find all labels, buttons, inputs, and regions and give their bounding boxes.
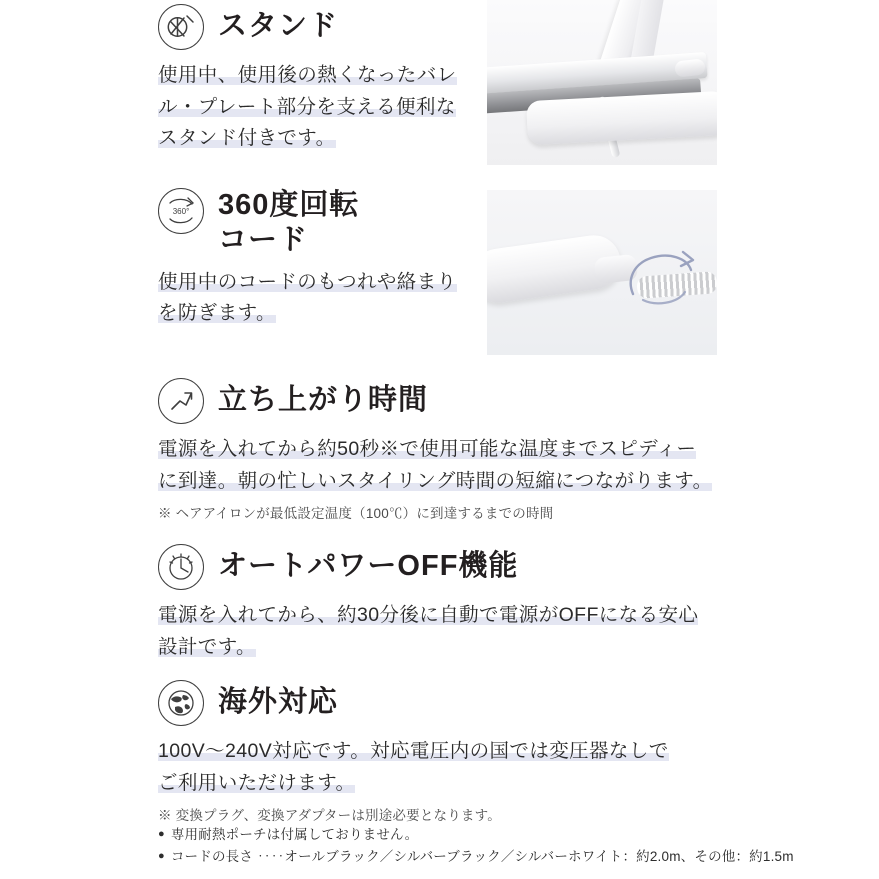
feature-stand bbox=[158, 4, 470, 155]
feature-header bbox=[158, 680, 748, 726]
feature-note: ※ ヘアアイロンが最低設定温度（100℃）に到達するまでの時間 bbox=[158, 506, 554, 522]
footer-bullet bbox=[158, 824, 858, 846]
feature-header bbox=[158, 188, 478, 259]
feature-title: 海外対応 bbox=[218, 686, 339, 719]
rotating-cord-photo bbox=[487, 190, 717, 355]
feature-title: スタンド bbox=[218, 10, 339, 43]
stand-icon bbox=[158, 4, 204, 50]
360-rotation-icon bbox=[158, 188, 204, 234]
feature-auto-power-off bbox=[158, 544, 748, 663]
bullet-text: 専用耐熱ポーチは付属しておりません。 bbox=[170, 827, 419, 842]
feature-heat-up-time bbox=[158, 378, 748, 524]
footer-bullet bbox=[158, 846, 858, 868]
feature-header bbox=[158, 4, 470, 50]
body-line: 設計です。 bbox=[158, 635, 256, 658]
feature-rotating-cord bbox=[158, 188, 478, 330]
body-line: を防ぎます。 bbox=[158, 302, 276, 325]
bullet-dot: ● bbox=[158, 849, 165, 862]
footer-notes bbox=[158, 824, 858, 868]
feature-title-line: コード bbox=[218, 224, 309, 257]
feature-header bbox=[158, 544, 748, 590]
body-line: 100V〜240V対応です。対応電圧内の国では変圧器なしで bbox=[158, 740, 669, 762]
feature-body bbox=[158, 434, 748, 497]
feature-body bbox=[158, 736, 748, 799]
body-line: 使用中、使用後の熱くなったバレ bbox=[158, 64, 457, 86]
bullet-text: コードの長さ ‥‥オールブラック／シルバーブラック／シルバーホワイト：約2.0m、その他：約1.5m bbox=[170, 848, 794, 864]
icon-label: 360° bbox=[172, 207, 190, 216]
feature-body bbox=[158, 60, 470, 155]
feature-overseas-support bbox=[158, 680, 748, 826]
curling-iron-with-stand-photo bbox=[487, 0, 717, 165]
body-line: 電源を入れてから約50秒※で使用可能な温度までスピディー bbox=[158, 438, 697, 460]
feature-body bbox=[158, 267, 478, 330]
feature-title: オートパワーOFF機能 bbox=[218, 550, 519, 583]
rising-arrow-icon bbox=[158, 378, 204, 424]
body-line: ル・プレート部分を支える便利な bbox=[158, 95, 456, 118]
timer-icon bbox=[158, 544, 204, 590]
feature-header bbox=[158, 378, 748, 424]
body-line: 電源を入れてから、約30分後に自動で電源がOFFになる安心 bbox=[158, 604, 699, 626]
body-line: に到達。朝の忙しいスタイリング時間の短縮につながります。 bbox=[158, 469, 713, 492]
rotation-arrow-icon bbox=[625, 236, 717, 308]
body-line: 使用中のコードのもつれや絡まり bbox=[158, 270, 457, 293]
body-line: ご利用いただけます。 bbox=[158, 771, 356, 794]
globe-icon bbox=[158, 680, 204, 726]
feature-note: ※ 変換プラグ、変換アダプターは別途必要となります。 bbox=[158, 808, 501, 824]
body-line: スタンド付きです。 bbox=[158, 127, 336, 150]
feature-body bbox=[158, 600, 748, 663]
feature-title bbox=[218, 188, 359, 259]
bullet-dot: ● bbox=[158, 828, 165, 840]
feature-title: 立ち上がり時間 bbox=[218, 384, 429, 417]
feature-title-line: 360度回転 bbox=[218, 189, 360, 221]
